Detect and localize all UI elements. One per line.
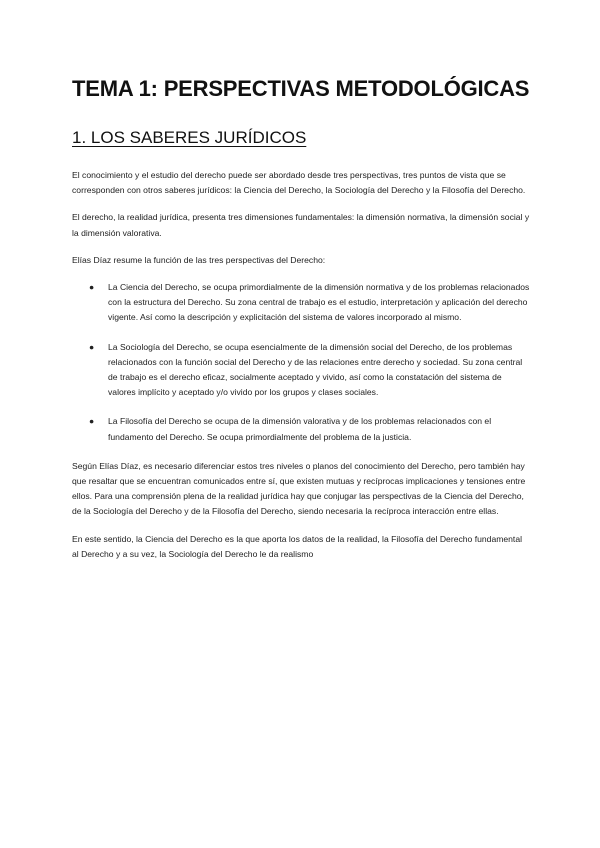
list-item: [72, 414, 530, 444]
section-title: 1. LOS SABERES JURÍDICOS: [72, 128, 307, 147]
paragraph-conclusion: Según Elías Díaz, es necesario diferenciar estos tres niveles o planos del conocimiento del Derecho, pero también hay que resaltar que se encuentran comunicados entre sí, que existen mutuas y recíprocas implicaciones y tensiones entre ellos. Para una comprensión plena de la realidad jurídica hay que conjugar las perspectivas de la Ciencia del Derecho, de la Sociología del Derecho y de la Filosofía del Derecho, siendo necesaria la recíproca interacción entre ellas.: [72, 460, 526, 517]
document-body: [72, 168, 530, 574]
page-title: TEMA 1: PERSPECTIVAS METODOLÓGICAS: [72, 76, 530, 101]
paragraph-closing: En este sentido, la Ciencia del Derecho es la que aporta los datos de la realidad, la Filosofía del Derecho fundamental al Derecho y a su vez, la Sociología del Derecho le da realismo: [72, 533, 523, 559]
list-item-text: La Ciencia del Derecho, se ocupa primordialmente de la dimensión normativa y de los problemas relacionados con la estructura del Derecho. Su zona central de trabajo es el estudio, interpretación y aplicación del derecho vigente. Así como la descripción y explicitación del sistema de valores incorporado al mismo.: [108, 282, 530, 323]
paragraph-dimensions: El derecho, la realidad jurídica, presenta tres dimensiones fundamentales: la dimensión normativa, la dimensión social y la dimensión valorativa.: [72, 212, 530, 238]
bullet-icon: ●: [89, 282, 95, 293]
bullet-icon: ●: [89, 341, 95, 352]
bullet-icon: ●: [89, 416, 95, 427]
list-item-text: La Filosofía del Derecho se ocupa de la dimensión valorativa y de los problemas relacionados con el fundamento del Derecho. Se ocupa primordialmente del problema de la justicia.: [108, 416, 492, 442]
paragraph-intro: El conocimiento y el estudio del derecho puede ser abordado desde tres perspectivas, tres puntos de vista que se corresponden con otros saberes jurídicos: la Ciencia del Derecho, la Sociología del Derecho y la Filosofía del Derecho.: [72, 170, 526, 196]
list-item: [72, 340, 530, 401]
paragraph-lead-in: Elías Díaz resume la función de las tres perspectivas del Derecho:: [72, 254, 326, 265]
bullet-list: [72, 280, 530, 445]
list-item: [72, 280, 530, 326]
list-item-text: La Sociología del Derecho, se ocupa esencialmente de la dimensión social del Derecho, de los problemas relacionados con la función social del Derecho y de las relaciones entre derecho y sociedad. Su zona central de trabajo es el derecho eficaz, socialmente aceptado y vivido, así como la constatación del sistema de valores implícito y aceptado y/o vivido por los grupos y clases sociales.: [108, 341, 523, 398]
